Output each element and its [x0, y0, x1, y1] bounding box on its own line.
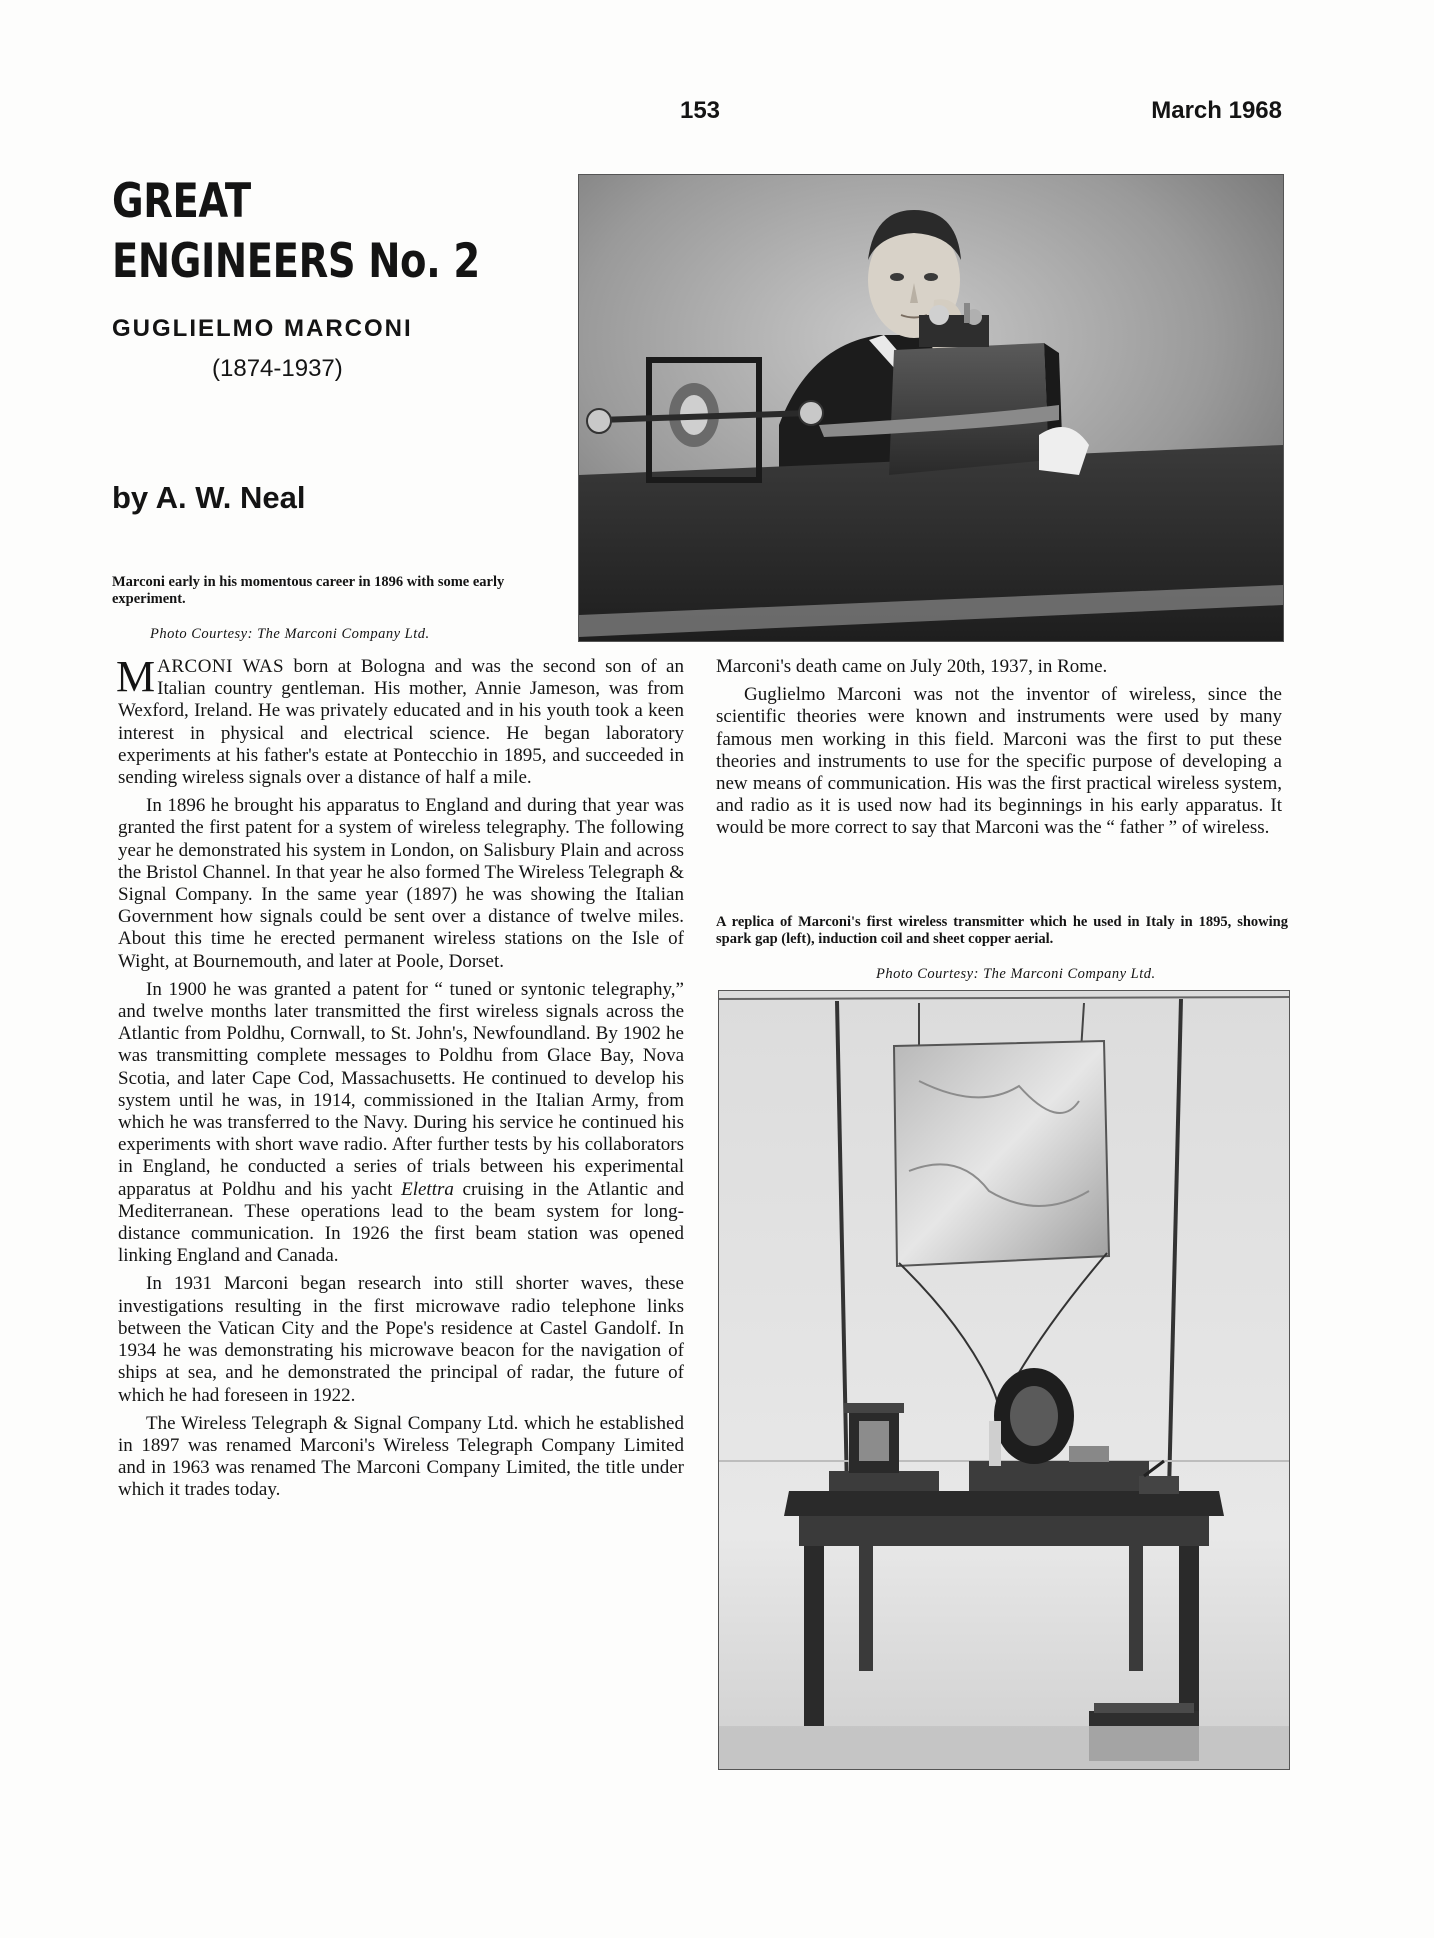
yacht-name: Elettra	[401, 1178, 454, 1200]
photo1-caption: Marconi early in his momentous career in 1896 with some early experiment.	[112, 574, 505, 607]
transmitter-replica-photo	[718, 990, 1290, 1770]
byline: by A. W. Neal	[112, 480, 306, 515]
page-number: 153	[679, 97, 721, 124]
article-paragraph-6: Marconi's death came on July 20th, 1937, in Rome.	[716, 656, 1108, 677]
article-paragraph-5: The Wireless Telegraph & Signal Company Ltd. which he established in 1897 was renamed Marconi's Wireless Telegraph Company Limited and in 1963 was renamed The Marconi Company Limited, the title under which it trades today.	[118, 1412, 684, 1501]
article-column-left	[116, 652, 685, 1508]
paragraph-3-text: In 1900 he was granted a patent for “ tuned or syntonic telegraphy,” and twelve months later transmitted the first wireless signals across the Atlantic from Poldhu, Cornwall, to St. John's, Newfoundland. By 1902 he was transmitting complete messages to Poldhu from Glace Bay, Nova Scotia, and later Cape Cod, Massachusetts. He continued to develop his system until he was, in 1914, commissioned in the Italian Army, from which he was transferred to the Navy. During his service he continued his experiments with short wave radio. After further tests by his collaborators in England, he conducted a series of trials between his experimental apparatus at Poldhu and his yacht	[118, 978, 684, 1200]
series-title	[112, 172, 480, 292]
photo2-credit: Photo Courtesy: The Marconi Company Ltd.	[876, 966, 1156, 982]
series-title-line-2: ENGINEERS No. 2	[112, 234, 480, 289]
subject-name: GUGLIELMO MARCONI	[112, 315, 413, 342]
article-column-right	[716, 656, 1282, 846]
article-paragraph-7: Guglielmo Marconi was not the inventor of wireless, since the scientific theories were known and instruments were used by many famous men working in this field. Marconi was the first to put these theories and instruments to use for the specific purpose of developing a new means of communication. His was the first practical wireless system, and radio as it is used now had its beginnings in his early apparatus. It would be more correct to say that Marconi was the “ father ” of wireless.	[716, 684, 1282, 839]
paragraph-3-end: cruising in the Atlantic and Mediterranean. These operations lead to the beam system for long-distance communication. In 1926 the first beam station was opened linking England and Canada.	[118, 1178, 685, 1267]
article-paragraph-4: In 1931 Marconi began research into still shorter waves, these investigations resulting in the first microwave radio telephone links between the Vatican City and the Pope's residence at Castel Gandolf. In 1934 he was demonstrating his microwave beacon for the navigation of ships at sea, and he demonstrated the principal of radar, the future of which he had foreseen in 1922.	[118, 1273, 684, 1406]
paragraph-1-text: born at Bologna and was the second son of an Italian country gentleman. His mother, Annie Jameson, was from Wexford, Ireland. He was privately educated and in his youth took a keen interest in physical and electrical science. He began laboratory experiments at his father's estate at Pontecchio in 1895, and succeeded in sending wireless signals over a distance of half a mile.	[118, 656, 684, 789]
article-paragraph-2: In 1896 he brought his apparatus to England and during that year was granted the first patent for a system of wireless telegraphy. The following year he demonstrated his system in London, on Salisbury Plain and across the Bristol Channel. In that year he also formed The Wireless Telegraph & Signal Company. In the same year (1897) he was showing the Italian Government how signals could be sent over a distance of twelve miles. About this time he erected permanent wireless stations on the Isle of Wight, at Bournemouth, and later at Poole, Dorset.	[118, 795, 684, 972]
issue-date: March 1968	[1151, 97, 1282, 124]
article-paragraph-3	[118, 979, 684, 1268]
drop-cap: M	[116, 652, 156, 701]
series-title-line-1: GREAT	[112, 174, 251, 229]
lead-words: ARCONI WAS	[157, 656, 285, 677]
subject-dates: (1874-1937)	[212, 355, 343, 382]
article-paragraph-1	[116, 652, 684, 789]
marconi-portrait-photo	[578, 174, 1284, 642]
photo2-caption: A replica of Marconi's first wireless transmitter which he used in Italy in 1895, showing spark gap (left), induction coil and sheet copper aerial.	[716, 914, 1288, 947]
photo1-credit: Photo Courtesy: The Marconi Company Ltd.	[150, 626, 430, 642]
